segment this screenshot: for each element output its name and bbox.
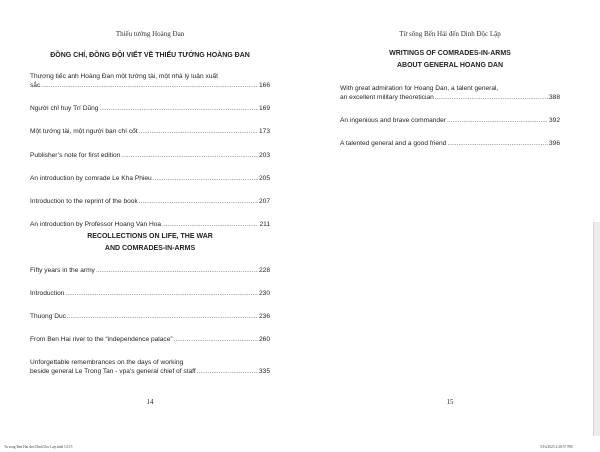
toc-entry[interactable]: Unforgettable remembrances on the days of working beside general Le Trong Tan - vpa’s general chief of staff ..... 335: [30, 358, 270, 376]
section-heading-vietnamese: ĐỒNG CHÍ, ĐỒNG ĐỘI VIẾT VỀ THIẾU TƯỚNG HOÀNG ĐAN: [50, 52, 250, 59]
toc-entry[interactable]: [30, 266, 270, 275]
page-number-left: 14: [146, 398, 154, 406]
toc-entry[interactable]: [30, 127, 270, 136]
toc-entry-page: 396: [548, 140, 560, 147]
toc-entry[interactable]: Thương tiếc anh Hoàng Đan một tướng tài, một nhà lý luận xuất sắc ..... 166: [30, 72, 270, 90]
toc-entry-page: 230: [258, 290, 270, 297]
toc-entry-title: Thuong Duc: [30, 313, 66, 320]
toc-entry[interactable]: [30, 151, 270, 160]
toc-front-matter: [30, 151, 270, 243]
toc-entry-title: Fifty years in the army: [30, 267, 95, 274]
toc-entry-page: 392: [548, 117, 560, 124]
toc-entry-page: 236: [258, 313, 270, 320]
toc-entry[interactable]: [30, 335, 270, 344]
toc-entry-title: Introduction to the reprint of the book: [30, 198, 138, 205]
toc-entry-page: 388: [548, 94, 560, 101]
toc-entry-page: 166: [258, 82, 270, 89]
toc-entry-page: 203: [258, 152, 270, 159]
toc-leader: [197, 367, 258, 376]
toc-leader: [139, 127, 258, 136]
toc-entry[interactable]: [30, 104, 270, 113]
toc-leader: [96, 266, 258, 275]
toc-entry-title: An ingenious and brave commander: [340, 117, 446, 124]
toc-leader: [99, 104, 258, 113]
toc-vietnamese: [30, 72, 270, 150]
right-page: [340, 0, 560, 440]
toc-entry-page: 260: [258, 336, 270, 343]
toc-leader: [447, 139, 548, 148]
toc-entry-page: 173: [258, 128, 270, 135]
toc-entry-title: sắc: [30, 82, 41, 89]
toc-leader: [65, 289, 258, 298]
running-head-left: Thiếu tướng Hoàng Đan: [115, 30, 185, 38]
toc-entry-page: 228: [258, 267, 270, 274]
left-page: [30, 0, 270, 440]
toc-entry[interactable]: [30, 289, 270, 298]
page-number-right: 15: [446, 398, 454, 406]
toc-recollections: [30, 266, 270, 390]
toc-leader: [67, 312, 258, 321]
toc-entry-title: A talented general and a good friend: [340, 140, 447, 147]
toc-entry-title: Introduction: [30, 290, 65, 297]
toc-entry-page: 205: [258, 175, 270, 182]
toc-entry-page: 211: [259, 221, 270, 228]
toc-entry[interactable]: [30, 312, 270, 321]
toc-leader: [41, 81, 258, 90]
toc-entry[interactable]: [30, 220, 270, 229]
toc-entry[interactable]: With great admiration for Hoang Dan, a talent general, an excellent military theoretician ..... 388: [340, 84, 560, 102]
toc-entry-title: Publisher’s note for first edition: [30, 152, 121, 159]
toc-leader: [162, 220, 258, 229]
section-heading-writings: WRITINGS OF COMRADES-IN-ARMS ABOUT GENERAL HOANG DAN: [389, 50, 511, 69]
running-head-right: Từ sông Bến Hải đến Dinh Độc Lập: [399, 30, 501, 38]
toc-entry[interactable]: [340, 116, 560, 125]
toc-writings: [340, 84, 560, 162]
toc-leader: [153, 174, 258, 183]
toc-leader: [435, 93, 548, 102]
toc-entry-title: From Ben Hai river to the “independence palace”: [30, 336, 173, 343]
toc-leader: [139, 197, 258, 206]
toc-leader: [121, 151, 258, 160]
section-heading-recollections: RECOLLECTIONS ON LIFE, THE WAR AND COMRADES-IN-ARMS: [87, 233, 213, 252]
toc-entry[interactable]: [30, 174, 270, 183]
toc-leader: [174, 335, 258, 344]
toc-entry-title: Một tướng tài, một người bạn chí cốt: [30, 128, 138, 135]
toc-entry-title: An introduction by Professor Hoang Van Hoa: [30, 221, 162, 228]
toc-leader: [447, 116, 548, 125]
scrollbar-track[interactable]: [593, 222, 600, 436]
toc-entry[interactable]: [340, 139, 560, 148]
toc-entry-page: 335: [258, 368, 270, 375]
toc-entry-page: 169: [258, 105, 270, 112]
print-slug-file: Tu song Ben Hai den Dinh Doc Lap.indd 14-15: [4, 445, 73, 449]
print-slug-date: 5/16/2025 2:28:57 PM: [540, 445, 573, 449]
toc-entry-title: An introduction by comrade Le Kha Phieu: [30, 175, 152, 182]
toc-entry[interactable]: [30, 197, 270, 206]
toc-entry-title: beside general Le Trong Tan - vpa’s general chief of staff: [30, 368, 196, 375]
toc-entry-title: Người chỉ huy Trí Dũng: [30, 105, 99, 112]
toc-entry-page: 207: [258, 198, 270, 205]
toc-entry-title: an excellent military theoretician: [340, 94, 434, 101]
